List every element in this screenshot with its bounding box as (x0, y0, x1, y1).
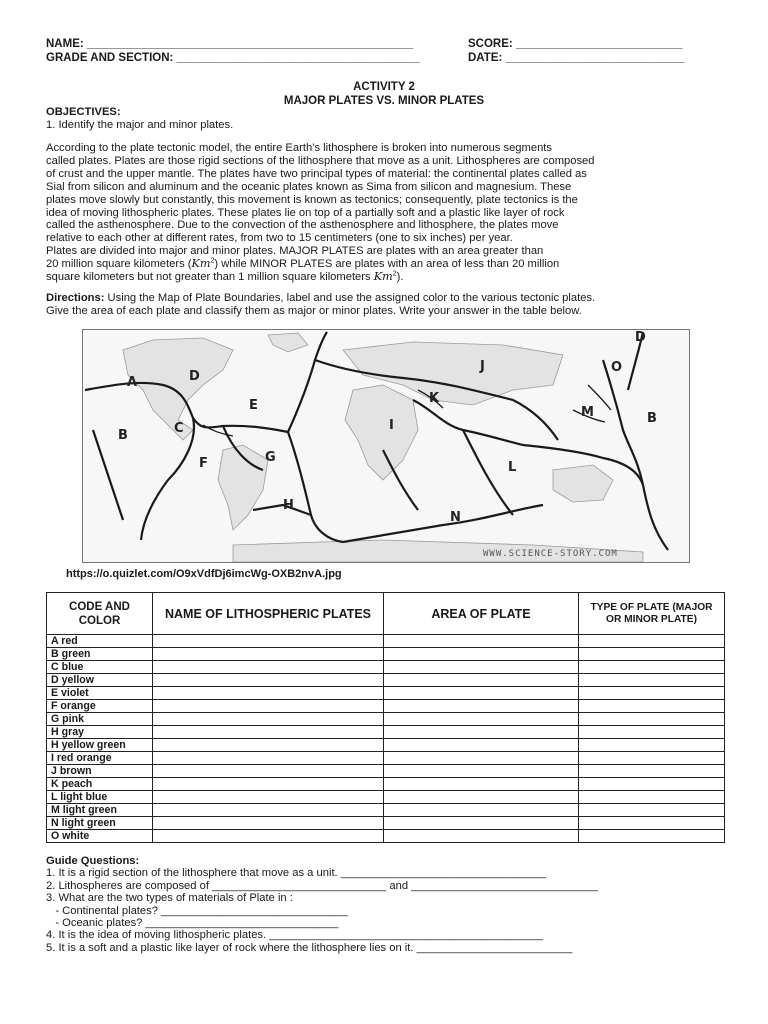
col-header-code-color: CODE AND COLOR (47, 593, 153, 635)
plate-type-cell[interactable] (579, 830, 725, 843)
table-row (47, 713, 725, 726)
plate-type-cell[interactable] (579, 791, 725, 804)
code-color-cell: E violet (47, 687, 153, 700)
area-cell[interactable] (384, 778, 579, 791)
intro-line: idea of moving lithospheric plates. These plates lie on top of a partially soft and a plastic like layer of rock (46, 206, 565, 219)
plate-name-cell[interactable] (153, 765, 384, 778)
directions (46, 292, 726, 318)
activity-title: MAJOR PLATES VS. MINOR PLATES (283, 95, 485, 107)
intro-line: Sial from silicon and aluminum and the oceanic plates known as Sima from silicon and magnesium. These (46, 180, 572, 193)
col-header-plate-type: TYPE OF PLATE (MAJOR OR MINOR PLATE) (579, 593, 725, 635)
plate-type-cell[interactable] (579, 661, 725, 674)
code-color-cell: G pink (47, 713, 153, 726)
area-cell[interactable] (384, 674, 579, 687)
directions-text-1: Using the Map of Plate Boundaries, label and use the assigned color to the various tectonic plates. (104, 292, 596, 304)
code-color-cell: K peach (47, 778, 153, 791)
table-row (47, 674, 725, 687)
area-cell[interactable] (384, 830, 579, 843)
plate-name-cell[interactable] (153, 687, 384, 700)
table-row (47, 804, 725, 817)
plate-type-cell[interactable] (579, 778, 725, 791)
table-row (47, 739, 725, 752)
plate-type-cell[interactable] (579, 700, 725, 713)
plate-label-l: L (508, 460, 517, 475)
code-color-cell: J brown (47, 765, 153, 778)
area-cell[interactable] (384, 752, 579, 765)
intro-line: According to the plate tectonic model, the entire Earth’s lithosphere is broken into numerous segments (46, 142, 552, 154)
plate-name-cell[interactable] (153, 726, 384, 739)
code-color-cell: F orange (47, 700, 153, 713)
plate-label-b-west: B (118, 428, 128, 443)
world-map-drawing (83, 330, 689, 562)
map-watermark: WWW.SCIENCE-STORY.COM (483, 549, 618, 559)
code-color-cell: N light green (47, 817, 153, 830)
code-color-cell: O white (47, 830, 153, 843)
code-color-cell: H gray (47, 726, 153, 739)
area-cell[interactable] (384, 739, 579, 752)
plate-name-cell[interactable] (153, 635, 384, 648)
plate-type-cell[interactable] (579, 817, 725, 830)
plate-type-cell[interactable] (579, 713, 725, 726)
area-cell[interactable] (384, 817, 579, 830)
area-cell[interactable] (384, 700, 579, 713)
plate-label-d-west: D (189, 369, 200, 384)
guide-question-1[interactable]: 1. It is a rigid section of the lithosphere that move as a unit. _________________________________ (46, 867, 547, 880)
guide-question-5[interactable]: 5. It is a soft and a plastic like layer of rock where the lithosphere lies on it. _________________________ (46, 941, 573, 954)
guide-question-4[interactable]: 4. It is the idea of moving lithospheric plates. ____________________________________________ (46, 929, 544, 942)
plate-type-cell[interactable] (579, 635, 725, 648)
plate-type-cell[interactable] (579, 726, 725, 739)
plate-name-cell[interactable] (153, 752, 384, 765)
area-cell[interactable] (384, 791, 579, 804)
area-cell[interactable] (384, 713, 579, 726)
plate-label-g: G (265, 450, 276, 465)
table-row (47, 791, 725, 804)
activity-number: ACTIVITY 2 (353, 81, 415, 93)
area-cell[interactable] (384, 648, 579, 661)
objective-item: 1. Identify the major and minor plates. (46, 119, 234, 131)
plate-label-d-east: D (635, 330, 646, 345)
plate-type-cell[interactable] (579, 648, 725, 661)
table-row (47, 765, 725, 778)
intro-line: called plates. Plates are those rigid sections of the lithosphere that move as a unit. Lithospheres are composed (46, 154, 595, 167)
plate-label-h: H (283, 498, 294, 513)
plate-type-cell[interactable] (579, 687, 725, 700)
col-header-area: AREA OF PLATE (384, 593, 579, 635)
plate-name-cell[interactable] (153, 804, 384, 817)
table-row (47, 687, 725, 700)
code-color-cell: H yellow green (47, 739, 153, 752)
score-field[interactable]: SCORE: __________________________ (468, 38, 683, 50)
code-color-cell: L light blue (47, 791, 153, 804)
objectives-heading: OBJECTIVES: (46, 106, 121, 118)
guide-question-3b[interactable]: - Oceanic plates? _______________________________ (46, 917, 339, 930)
plate-type-cell[interactable] (579, 752, 725, 765)
table-row (47, 817, 725, 830)
plate-label-k: K (429, 391, 440, 406)
guide-question-3a[interactable]: - Continental plates? ______________________________ (46, 904, 348, 917)
area-cell[interactable] (384, 726, 579, 739)
plate-boundaries-map (82, 329, 690, 563)
plate-type-cell[interactable] (579, 804, 725, 817)
table-row (47, 661, 725, 674)
code-color-cell: I red orange (47, 752, 153, 765)
area-cell[interactable] (384, 687, 579, 700)
intro-paragraph (46, 142, 726, 284)
table-row (47, 648, 725, 661)
plate-name-cell[interactable] (153, 817, 384, 830)
plate-label-n: N (450, 510, 461, 525)
directions-label: Directions: (46, 292, 105, 304)
plate-name-cell[interactable] (153, 674, 384, 687)
code-color-cell: B green (47, 648, 153, 661)
plate-label-a: A (127, 375, 138, 390)
area-cell[interactable] (384, 765, 579, 778)
code-color-cell: A red (47, 635, 153, 648)
code-color-cell: M light green (47, 804, 153, 817)
plate-name-cell[interactable] (153, 700, 384, 713)
name-field[interactable]: NAME: ___________________________________________________ (46, 38, 414, 50)
plates-table (46, 592, 725, 843)
intro-line-km-2: square kilometers but not greater than 1 million square kilometers Km$^2$). (46, 270, 404, 284)
plate-type-cell[interactable] (579, 674, 725, 687)
plate-label-j: J (480, 359, 485, 374)
table-row (47, 700, 725, 713)
plate-type-cell[interactable] (579, 765, 725, 778)
plate-label-m: M (581, 405, 594, 420)
intro-line-km-1: 20 million square kilometers (Km$^2$) while MINOR PLATES are plates with an area of less than 20 million (46, 257, 560, 271)
plate-name-cell[interactable] (153, 830, 384, 843)
plate-name-cell[interactable] (153, 791, 384, 804)
plate-label-o: O (611, 360, 623, 375)
plate-name-cell[interactable] (153, 739, 384, 752)
guide-question-3: 3. What are the two types of materials of Plate in : (46, 892, 293, 905)
area-cell[interactable] (384, 635, 579, 648)
intro-line: of crust and the upper mantle. The plates have two principal types of material: the continental plates called as (46, 167, 587, 180)
plate-name-cell[interactable] (153, 661, 384, 674)
directions-text-2: Give the area of each plate and classify them as major or minor plates. Write your answer in the table below. (46, 304, 582, 317)
code-color-cell: D yellow (47, 674, 153, 687)
plate-name-cell[interactable] (153, 648, 384, 661)
intro-line: plates move slowly but constantly, this movement is known as tectonics; consequently, plate tectonics is the (46, 193, 578, 206)
guide-heading: Guide Questions: (46, 855, 140, 867)
plate-label-f: F (199, 456, 208, 471)
intro-line: relative to each other at different rates, from two to 15 centimeters (one to six inches) per year. (46, 232, 513, 245)
guide-questions (46, 855, 736, 954)
plate-label-b-east: B (647, 411, 657, 426)
table-row (47, 778, 725, 791)
date-field[interactable]: DATE: ____________________________ (468, 52, 685, 64)
table-row (47, 752, 725, 765)
plate-name-cell[interactable] (153, 713, 384, 726)
col-header-plate-name: NAME OF LITHOSPHERIC PLATES (153, 593, 384, 635)
guide-question-2[interactable]: 2. Lithospheres are composed of ____________________________ and ______________________________ (46, 879, 598, 892)
map-source-link[interactable]: https://o.quizlet.com/O9xVdfDj6imcWg-OXB2nvA.jpg (66, 568, 342, 580)
intro-line: Plates are divided into major and minor plates. MAJOR PLATES are plates with an area greater than (46, 245, 544, 258)
table-row (47, 830, 725, 843)
plate-label-e: E (249, 398, 258, 413)
plate-type-cell[interactable] (579, 739, 725, 752)
table-row (47, 726, 725, 739)
area-cell[interactable] (384, 804, 579, 817)
table-header-row (47, 593, 725, 635)
plate-name-cell[interactable] (153, 778, 384, 791)
grade-section-field[interactable]: GRADE AND SECTION: ______________________________________ (46, 52, 420, 64)
table-row (47, 635, 725, 648)
plate-label-i: I (389, 418, 394, 433)
plate-label-c: C (174, 421, 184, 436)
code-color-cell: C blue (47, 661, 153, 674)
area-cell[interactable] (384, 661, 579, 674)
intro-line: called the asthenosphere. Due to the convection of the asthenosphere and lithosphere, the plates move (46, 219, 559, 232)
